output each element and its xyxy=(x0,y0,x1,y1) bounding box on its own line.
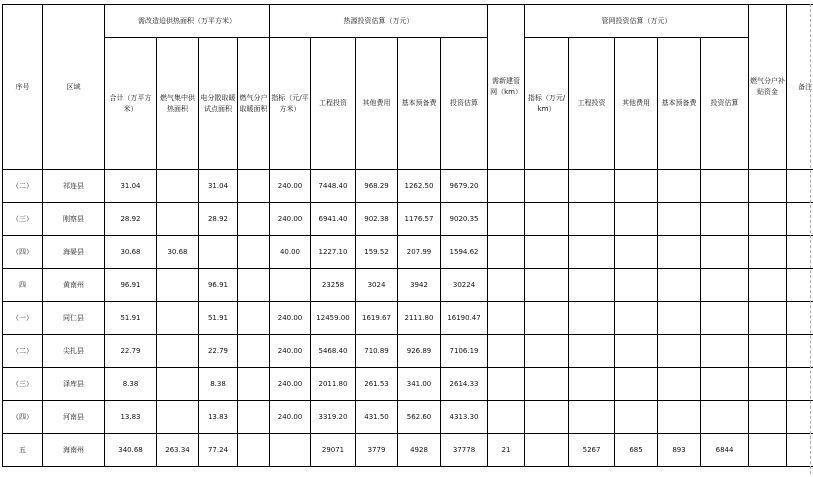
cell-region: 祁连县 xyxy=(43,170,105,203)
cell-heat-other: 431.50 xyxy=(356,401,398,434)
cell-pipe-index xyxy=(525,434,569,467)
cell-pipe-total xyxy=(701,203,749,236)
cell-area-gas-household xyxy=(238,401,270,434)
header-seq: 序号 xyxy=(3,5,43,170)
cell-pipe-eng xyxy=(569,170,615,203)
table-row xyxy=(3,236,813,269)
table-row xyxy=(3,269,813,302)
header-heat-index: 指标（元/平方米） xyxy=(270,38,311,170)
cell-subsidy xyxy=(749,302,787,335)
header-pipe-other: 其他费用 xyxy=(615,38,658,170)
header-pipe-total: 投资估算 xyxy=(701,38,749,170)
cell-heat-index xyxy=(270,434,311,467)
cell-heat-other: 3024 xyxy=(356,269,398,302)
cell-pipe-total: 6844 xyxy=(701,434,749,467)
cell-area-central: 263.34 xyxy=(157,434,199,467)
cell-area-gas-household xyxy=(238,170,270,203)
cell-area-gas-household xyxy=(238,203,270,236)
cell-area-gas-household xyxy=(238,335,270,368)
cell-heat-total: 9679.20 xyxy=(441,170,488,203)
cell-heat-reserve: 4928 xyxy=(398,434,441,467)
cell-heat-other: 710.89 xyxy=(356,335,398,368)
cell-area-central: 30.68 xyxy=(157,236,199,269)
cell-heat-reserve: 3942 xyxy=(398,269,441,302)
cell-pipe-reserve xyxy=(658,302,701,335)
cell-heat-index: 240.00 xyxy=(270,368,311,401)
cell-region: 同仁县 xyxy=(43,302,105,335)
cell-heat-total: 7106.19 xyxy=(441,335,488,368)
cell-area-central xyxy=(157,401,199,434)
cell-area-electric: 31.04 xyxy=(199,170,238,203)
cell-heat-total: 4313.30 xyxy=(441,401,488,434)
cell-heat-index xyxy=(270,269,311,302)
cell-seq: （三） xyxy=(3,203,43,236)
cell-heat-total: 2614.33 xyxy=(441,368,488,401)
cell-heat-reserve: 1176.57 xyxy=(398,203,441,236)
header-heat-other: 其他费用 xyxy=(356,38,398,170)
cell-heat-index: 240.00 xyxy=(270,401,311,434)
cell-heat-reserve: 562.60 xyxy=(398,401,441,434)
cell-pipe-length xyxy=(488,368,525,401)
cell-heat-total: 16190.47 xyxy=(441,302,488,335)
cell-pipe-other xyxy=(615,401,658,434)
cell-seq: 五 xyxy=(3,434,43,467)
cell-pipe-other xyxy=(615,335,658,368)
cell-pipe-length xyxy=(488,302,525,335)
cell-area-electric: 28.92 xyxy=(199,203,238,236)
cell-heat-total: 9020.35 xyxy=(441,203,488,236)
cell-pipe-eng xyxy=(569,203,615,236)
header-area-electric: 电分散取暖试点面积 xyxy=(199,38,238,170)
cell-heat-other: 902.38 xyxy=(356,203,398,236)
cell-area-electric: 8.38 xyxy=(199,368,238,401)
cell-subsidy xyxy=(749,401,787,434)
cell-heat-eng: 3319.20 xyxy=(311,401,356,434)
page-edge-line xyxy=(810,4,811,474)
cell-region: 海南州 xyxy=(43,434,105,467)
cell-pipe-other xyxy=(615,302,658,335)
cell-area-total: 31.04 xyxy=(105,170,157,203)
cell-pipe-reserve xyxy=(658,236,701,269)
cell-heat-eng: 29071 xyxy=(311,434,356,467)
cell-heat-reserve: 341.00 xyxy=(398,368,441,401)
cell-pipe-eng: 5267 xyxy=(569,434,615,467)
header-region: 区域 xyxy=(43,5,105,170)
header-heat-total: 投资估算 xyxy=(441,38,488,170)
cell-heat-eng: 7448.40 xyxy=(311,170,356,203)
cell-region: 刚察县 xyxy=(43,203,105,236)
header-heat-eng: 工程投资 xyxy=(311,38,356,170)
cell-pipe-length: 21 xyxy=(488,434,525,467)
cell-heat-reserve: 2111.80 xyxy=(398,302,441,335)
cell-heat-eng: 12459.00 xyxy=(311,302,356,335)
cell-pipe-reserve xyxy=(658,269,701,302)
cell-pipe-eng xyxy=(569,368,615,401)
cell-area-total: 51.91 xyxy=(105,302,157,335)
header-group-heat: 热源投资估算（万元） xyxy=(270,5,488,38)
cell-area-gas-household xyxy=(238,302,270,335)
cell-area-gas-household xyxy=(238,236,270,269)
cell-heat-other: 968.29 xyxy=(356,170,398,203)
header-group-pipe: 管网投资估算（万元） xyxy=(525,5,749,38)
header-note: 备注 xyxy=(787,5,813,170)
cell-heat-total: 37778 xyxy=(441,434,488,467)
cell-heat-eng: 6941.40 xyxy=(311,203,356,236)
cell-area-electric: 77.24 xyxy=(199,434,238,467)
cell-pipe-other xyxy=(615,236,658,269)
cell-pipe-length xyxy=(488,269,525,302)
cell-area-electric: 51.91 xyxy=(199,302,238,335)
table-row xyxy=(3,170,813,203)
cell-area-gas-household xyxy=(238,368,270,401)
cell-heat-reserve: 926.89 xyxy=(398,335,441,368)
cell-heat-eng: 1227.10 xyxy=(311,236,356,269)
cell-pipe-total xyxy=(701,170,749,203)
header-pipe-reserve: 基本预备费 xyxy=(658,38,701,170)
cell-area-central xyxy=(157,203,199,236)
cell-heat-index: 240.00 xyxy=(270,335,311,368)
header-area-gas-household: 燃气分户取暖面积 xyxy=(238,38,270,170)
cell-seq: （四） xyxy=(3,236,43,269)
cell-region: 海晏县 xyxy=(43,236,105,269)
header-heat-reserve: 基本预备费 xyxy=(398,38,441,170)
cell-pipe-reserve xyxy=(658,368,701,401)
cell-pipe-index xyxy=(525,401,569,434)
cell-region: 河南县 xyxy=(43,401,105,434)
cell-pipe-other xyxy=(615,170,658,203)
cell-pipe-other: 685 xyxy=(615,434,658,467)
cell-pipe-index xyxy=(525,236,569,269)
cell-pipe-reserve xyxy=(658,335,701,368)
cell-pipe-eng xyxy=(569,401,615,434)
cell-pipe-total xyxy=(701,269,749,302)
cell-heat-other: 159.52 xyxy=(356,236,398,269)
cell-seq: 四 xyxy=(3,269,43,302)
cell-pipe-eng xyxy=(569,335,615,368)
header-area-total: 合计（万平方米） xyxy=(105,38,157,170)
cell-seq: （四） xyxy=(3,401,43,434)
cell-pipe-length xyxy=(488,236,525,269)
header-pipe-index: 指标（万元/km） xyxy=(525,38,569,170)
cell-pipe-reserve xyxy=(658,203,701,236)
cell-pipe-total xyxy=(701,368,749,401)
table-row xyxy=(3,401,813,434)
table-row xyxy=(3,368,813,401)
cell-pipe-other xyxy=(615,269,658,302)
cell-area-total: 28.92 xyxy=(105,203,157,236)
cell-heat-reserve: 207.99 xyxy=(398,236,441,269)
cell-pipe-other xyxy=(615,203,658,236)
cell-area-total: 22.79 xyxy=(105,335,157,368)
cell-area-electric: 22.79 xyxy=(199,335,238,368)
cell-area-total: 96.91 xyxy=(105,269,157,302)
cell-pipe-total xyxy=(701,236,749,269)
header-pipe-eng: 工程投资 xyxy=(569,38,615,170)
cell-area-total: 13.83 xyxy=(105,401,157,434)
cell-pipe-reserve: 893 xyxy=(658,434,701,467)
cell-pipe-length xyxy=(488,170,525,203)
table-row xyxy=(3,434,813,467)
cell-heat-other: 1619.67 xyxy=(356,302,398,335)
cell-seq: （三） xyxy=(3,368,43,401)
cell-pipe-eng xyxy=(569,269,615,302)
cell-heat-total: 1594.62 xyxy=(441,236,488,269)
cell-pipe-index xyxy=(525,269,569,302)
cell-area-total: 8.38 xyxy=(105,368,157,401)
cell-area-central xyxy=(157,269,199,302)
cell-pipe-index xyxy=(525,203,569,236)
cell-region: 尖扎县 xyxy=(43,335,105,368)
cell-pipe-length xyxy=(488,401,525,434)
cell-pipe-reserve xyxy=(658,170,701,203)
investment-table xyxy=(2,4,813,467)
header-area-central: 燃气集中供热面积 xyxy=(157,38,199,170)
cell-pipe-total xyxy=(701,302,749,335)
cell-seq: （一） xyxy=(3,302,43,335)
cell-seq: （二） xyxy=(3,170,43,203)
cell-area-central xyxy=(157,335,199,368)
table-row xyxy=(3,203,813,236)
cell-pipe-other xyxy=(615,368,658,401)
cell-area-central xyxy=(157,170,199,203)
cell-heat-total: 30224 xyxy=(441,269,488,302)
cell-region: 泽库县 xyxy=(43,368,105,401)
cell-pipe-eng xyxy=(569,302,615,335)
cell-area-total: 340.68 xyxy=(105,434,157,467)
header-group-area: 需改造迫供热面积（万平方米） xyxy=(105,5,270,38)
table-row xyxy=(3,335,813,368)
cell-pipe-index xyxy=(525,368,569,401)
cell-heat-eng: 5468.40 xyxy=(311,335,356,368)
cell-subsidy xyxy=(749,368,787,401)
cell-heat-other: 261.53 xyxy=(356,368,398,401)
cell-heat-index: 240.00 xyxy=(270,203,311,236)
cell-pipe-total xyxy=(701,401,749,434)
cell-subsidy xyxy=(749,335,787,368)
header-subsidy: 燃气分户补贴资金 xyxy=(749,5,787,170)
cell-subsidy xyxy=(749,236,787,269)
cell-subsidy xyxy=(749,203,787,236)
cell-pipe-total xyxy=(701,335,749,368)
cell-region: 黄南州 xyxy=(43,269,105,302)
cell-heat-other: 3779 xyxy=(356,434,398,467)
cell-subsidy xyxy=(749,269,787,302)
cell-area-gas-household xyxy=(238,269,270,302)
cell-pipe-length xyxy=(488,335,525,368)
cell-area-gas-household xyxy=(238,434,270,467)
cell-area-total: 30.68 xyxy=(105,236,157,269)
cell-heat-index: 240.00 xyxy=(270,302,311,335)
cell-area-electric xyxy=(199,236,238,269)
cell-pipe-index xyxy=(525,335,569,368)
cell-heat-eng: 2011.80 xyxy=(311,368,356,401)
cell-heat-index: 40.00 xyxy=(270,236,311,269)
cell-seq: （二） xyxy=(3,335,43,368)
cell-area-electric: 13.83 xyxy=(199,401,238,434)
table-row xyxy=(3,302,813,335)
cell-pipe-index xyxy=(525,170,569,203)
cell-subsidy xyxy=(749,170,787,203)
cell-area-central xyxy=(157,368,199,401)
header-pipe-length: 需新建管网（km） xyxy=(488,5,525,170)
cell-heat-reserve: 1262.50 xyxy=(398,170,441,203)
cell-heat-eng: 23258 xyxy=(311,269,356,302)
cell-area-central xyxy=(157,302,199,335)
cell-heat-index: 240.00 xyxy=(270,170,311,203)
cell-pipe-reserve xyxy=(658,401,701,434)
table-body xyxy=(3,170,813,467)
cell-pipe-length xyxy=(488,203,525,236)
cell-area-electric: 96.91 xyxy=(199,269,238,302)
cell-pipe-index xyxy=(525,302,569,335)
cell-subsidy xyxy=(749,434,787,467)
cell-pipe-eng xyxy=(569,236,615,269)
